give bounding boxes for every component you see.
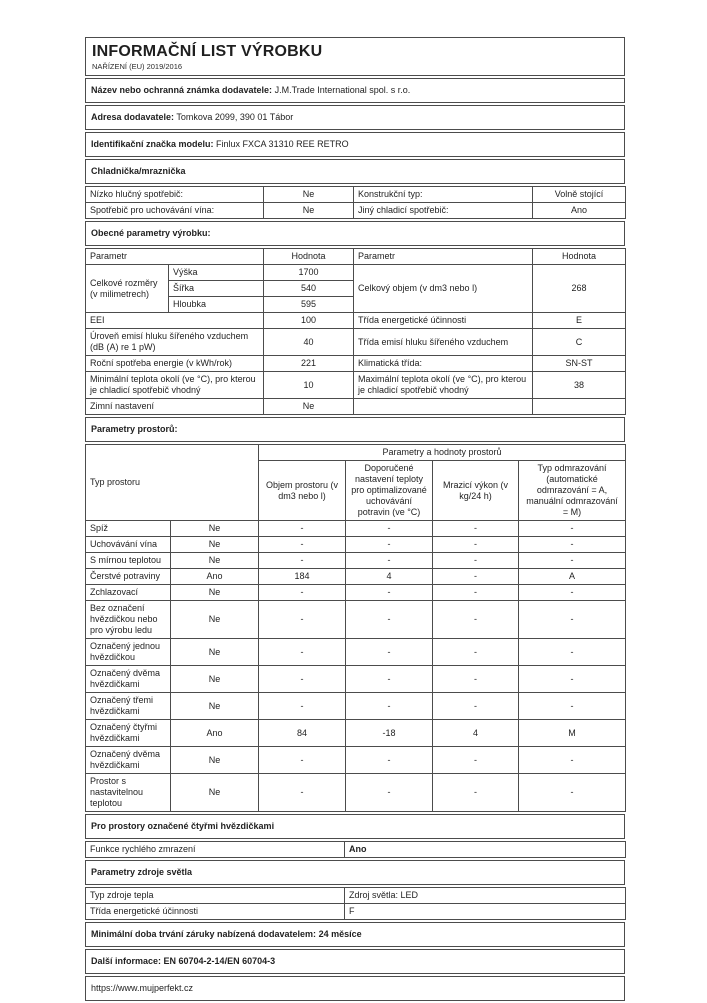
compartment-volume: -	[259, 521, 346, 537]
supplier-label: Název nebo ochranná známka dodavatele:	[91, 85, 273, 95]
compartment-temp: -	[346, 553, 433, 569]
warranty-label: Minimální doba trvání záruky nabízená dodavatelem:	[91, 929, 317, 939]
compartment-label: Označený třemi hvězdičkami	[86, 693, 171, 720]
table-row	[86, 888, 626, 904]
compartment-label: Spíž	[86, 521, 171, 537]
section-header-general: Obecné parametry výrobku:	[85, 221, 625, 246]
compartment-freeze: -	[433, 747, 519, 774]
compartment-present: Ne	[171, 774, 259, 812]
param-value: 10	[264, 372, 354, 399]
table-row	[86, 904, 626, 920]
param-value: Ano	[533, 203, 626, 219]
compartment-temp: -	[346, 774, 433, 812]
table-header-row	[86, 249, 626, 265]
section-header-light: Parametry zdroje světla	[85, 860, 625, 885]
compartment-defrost: -	[519, 639, 626, 666]
column-header: Typ odmrazování (automatické odmrazování = A, manuální odmrazování = M)	[519, 461, 626, 521]
model-label: Identifikační značka modelu:	[91, 139, 214, 149]
compartment-present: Ne	[171, 585, 259, 601]
param-label: Zimní nastavení	[86, 399, 264, 415]
table-row	[86, 537, 626, 553]
warranty-value: 24 měsíce	[318, 929, 362, 939]
compartment-present: Ne	[171, 521, 259, 537]
compartment-present: Ne	[171, 601, 259, 639]
column-header: Hodnota	[264, 249, 354, 265]
dimension-value: 540	[264, 281, 354, 297]
compartment-present: Ne	[171, 553, 259, 569]
dimension-value: 1700	[264, 265, 354, 281]
param-label: Celkový objem (v dm3 nebo l)	[354, 265, 533, 313]
section-header-compartments: Parametry prostorů:	[85, 417, 625, 442]
dimension-value: 595	[264, 297, 354, 313]
table-row	[86, 569, 626, 585]
compartment-volume: -	[259, 693, 346, 720]
compartment-volume: -	[259, 537, 346, 553]
table-row	[86, 187, 626, 203]
compartment-label: Označený čtyřmi hvězdičkami	[86, 720, 171, 747]
compartment-temp: -	[346, 693, 433, 720]
compartment-present: Ne	[171, 693, 259, 720]
general-parameters-table	[85, 248, 626, 415]
param-value: E	[533, 313, 626, 329]
table-row	[86, 356, 626, 372]
param-value: F	[345, 904, 626, 920]
param-label: Třída emisí hluku šířeného vzduchem	[354, 329, 533, 356]
address-label: Adresa dodavatele:	[91, 112, 175, 122]
table-row	[86, 601, 626, 639]
compartment-defrost: -	[519, 601, 626, 639]
param-label: Spotřebič pro uchovávání vína:	[86, 203, 264, 219]
supplier-value: J.M.Trade International spol. s r.o.	[274, 85, 411, 95]
param-value: 38	[533, 372, 626, 399]
compartment-freeze: 4	[433, 720, 519, 747]
table-row	[86, 639, 626, 666]
param-value: Ano	[345, 842, 626, 858]
dimension-label: Šířka	[169, 281, 264, 297]
compartment-freeze: -	[433, 537, 519, 553]
table-row	[86, 553, 626, 569]
table-header-row	[86, 445, 626, 461]
param-label: Minimální teplota okolí (ve °C), pro kterou je chladicí spotřebič vhodný	[86, 372, 264, 399]
param-label: Klimatická třída:	[354, 356, 533, 372]
model-row	[85, 132, 625, 157]
compartment-volume: -	[259, 601, 346, 639]
param-label: Celkové rozměry (v milimetrech)	[86, 265, 169, 313]
page-title: INFORMAČNÍ LIST VÝROBKU	[92, 43, 323, 60]
dimension-label: Výška	[169, 265, 264, 281]
compartment-defrost: -	[519, 693, 626, 720]
compartment-temp: -	[346, 585, 433, 601]
supplier-row	[85, 78, 625, 103]
compartment-present: Ne	[171, 666, 259, 693]
param-value: Ne	[264, 187, 354, 203]
warranty-row	[85, 922, 625, 947]
fridge-table	[85, 186, 626, 219]
param-label: Třída energetické účinnosti	[86, 904, 345, 920]
compartment-defrost: -	[519, 666, 626, 693]
compartment-temp: -	[346, 666, 433, 693]
param-value: Zdroj světla: LED	[345, 888, 626, 904]
table-row	[86, 747, 626, 774]
compartment-temp: -	[346, 747, 433, 774]
compartment-temp: -	[346, 601, 433, 639]
compartment-volume: 84	[259, 720, 346, 747]
address-row	[85, 105, 625, 130]
compartment-volume: -	[259, 774, 346, 812]
compartment-volume: 184	[259, 569, 346, 585]
column-header: Parametr	[354, 249, 533, 265]
table-row	[86, 329, 626, 356]
column-header: Doporučené nastavení teploty pro optimalizované uchovávání potravin (ve °C)	[346, 461, 433, 521]
compartment-defrost: -	[519, 553, 626, 569]
model-value: Finlux FXCA 31310 REE RETRO	[216, 139, 349, 149]
param-label: Konstrukční typ:	[354, 187, 533, 203]
column-header: Hodnota	[533, 249, 626, 265]
compartment-label: Čerstvé potraviny	[86, 569, 171, 585]
website-row	[85, 976, 625, 1001]
compartment-freeze: -	[433, 585, 519, 601]
param-label: Nízko hlučný spotřebič:	[86, 187, 264, 203]
compartment-temp: -	[346, 521, 433, 537]
compartment-label: Prostor s nastavitelnou teplotou	[86, 774, 171, 812]
compartment-defrost: -	[519, 585, 626, 601]
compartment-defrost: -	[519, 521, 626, 537]
param-label: Funkce rychlého zmrazení	[86, 842, 345, 858]
compartment-defrost: M	[519, 720, 626, 747]
table-row	[86, 372, 626, 399]
compartment-label: Označený dvěma hvězdičkami	[86, 666, 171, 693]
compartment-temp: 4	[346, 569, 433, 585]
compartment-defrost: A	[519, 569, 626, 585]
param-label: Třída energetické účinnosti	[354, 313, 533, 329]
table-row	[86, 203, 626, 219]
column-header: Mrazicí výkon (v kg/24 h)	[433, 461, 519, 521]
compartment-volume: -	[259, 639, 346, 666]
compartment-present: Ne	[171, 537, 259, 553]
corner-header: Typ prostoru	[86, 445, 259, 521]
compartment-freeze: -	[433, 666, 519, 693]
table-row	[86, 666, 626, 693]
four-star-table	[85, 841, 626, 858]
compartment-volume: -	[259, 585, 346, 601]
compartment-defrost: -	[519, 747, 626, 774]
param-label: Maximální teplota okolí (ve °C), pro kterou je chladicí spotřebič vhodný	[354, 372, 533, 399]
table-row	[86, 399, 626, 415]
table-row	[86, 842, 626, 858]
param-value: Volně stojící	[533, 187, 626, 203]
regulation-subtitle: NAŘÍZENÍ (EU) 2019/2016	[92, 62, 183, 71]
table-row	[86, 521, 626, 537]
website-link[interactable]: https://www.mujperfekt.cz	[91, 983, 194, 993]
title-block	[85, 37, 625, 76]
dimension-label: Hloubka	[169, 297, 264, 313]
param-value: SN-ST	[533, 356, 626, 372]
param-value: 100	[264, 313, 354, 329]
compartment-freeze: -	[433, 521, 519, 537]
compartment-volume: -	[259, 747, 346, 774]
additional-info-row	[85, 949, 625, 974]
table-row	[86, 313, 626, 329]
param-label: Jiný chladicí spotřebič:	[354, 203, 533, 219]
param-value: 268	[533, 265, 626, 313]
param-label	[354, 399, 533, 415]
compartment-label: Zchlazovací	[86, 585, 171, 601]
param-value: Ne	[264, 399, 354, 415]
group-header: Parametry a hodnoty prostorů	[259, 445, 626, 461]
compartment-freeze: -	[433, 639, 519, 666]
compartment-label: Označený dvěma hvězdičkami	[86, 747, 171, 774]
address-value: Tomkova 2099, 390 01 Tábor	[176, 112, 294, 122]
compartment-freeze: -	[433, 569, 519, 585]
document-body	[85, 37, 625, 1003]
compartment-label: S mírnou teplotou	[86, 553, 171, 569]
compartment-present: Ne	[171, 639, 259, 666]
section-header-four-star: Pro prostory označené čtyřmi hvězdičkami	[85, 814, 625, 839]
compartment-label: Uchovávání vína	[86, 537, 171, 553]
table-row	[86, 265, 626, 281]
additional-info-text: Další informace: EN 60704-2-14/EN 60704-3	[91, 956, 276, 966]
column-header: Objem prostoru (v dm3 nebo l)	[259, 461, 346, 521]
param-label: Typ zdroje tepla	[86, 888, 345, 904]
param-value: 40	[264, 329, 354, 356]
compartments-table	[85, 444, 626, 812]
light-source-table	[85, 887, 626, 920]
compartment-label: Bez označení hvězdičkou nebo pro výrobu ledu	[86, 601, 171, 639]
compartment-temp: -	[346, 639, 433, 666]
compartment-volume: -	[259, 666, 346, 693]
param-label: Roční spotřeba energie (v kWh/rok)	[86, 356, 264, 372]
compartment-freeze: -	[433, 693, 519, 720]
section-header-fridge: Chladnička/mraznička	[85, 159, 625, 184]
table-row	[86, 693, 626, 720]
compartment-present: Ne	[171, 747, 259, 774]
param-label: EEI	[86, 313, 264, 329]
table-row	[86, 720, 626, 747]
param-value: Ne	[264, 203, 354, 219]
column-header: Parametr	[86, 249, 264, 265]
compartment-freeze: -	[433, 553, 519, 569]
compartment-freeze: -	[433, 601, 519, 639]
param-value	[533, 399, 626, 415]
compartment-present: Ano	[171, 569, 259, 585]
compartment-volume: -	[259, 553, 346, 569]
table-row	[86, 585, 626, 601]
compartment-defrost: -	[519, 774, 626, 812]
compartment-temp: -18	[346, 720, 433, 747]
param-value: 221	[264, 356, 354, 372]
param-value: C	[533, 329, 626, 356]
compartment-label: Označený jednou hvězdičkou	[86, 639, 171, 666]
compartment-present: Ano	[171, 720, 259, 747]
compartment-temp: -	[346, 537, 433, 553]
compartment-freeze: -	[433, 774, 519, 812]
compartment-defrost: -	[519, 537, 626, 553]
table-row	[86, 774, 626, 812]
param-label: Úroveň emisí hluku šířeného vzduchem (dB (A) re 1 pW)	[86, 329, 264, 356]
